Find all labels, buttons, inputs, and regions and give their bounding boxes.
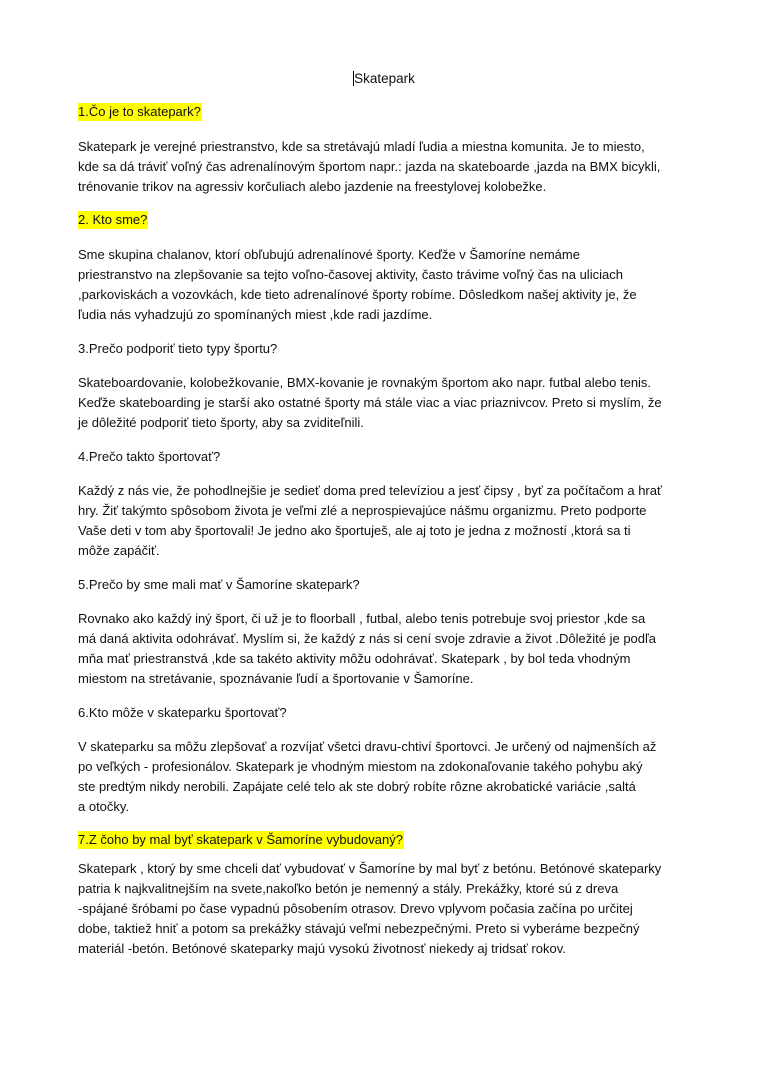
paragraph-line: Keďže skateboarding je starší ako ostatné športy má stále viac a viac priaznivcov. Preto si myslím, že <box>78 395 662 410</box>
paragraph-line: ste predtým nikdy nerobili. Zapájate celé telo ak ste dobrý robíte rôzne akrobatické variácie ,saltá <box>78 779 636 794</box>
section-paragraph <box>78 481 662 561</box>
section-heading <box>78 447 220 467</box>
paragraph-line: Skateboardovanie, kolobežkovanie, BMX-kovanie je rovnakým športom ako napr. futbal alebo tenis. <box>78 375 652 390</box>
paragraph-line: priestranstvo na zlepšovanie sa tejto voľno-časovej aktivity, často trávime voľný čas na uliciach <box>78 267 623 282</box>
paragraph-line: trénovanie trikov na agressiv korčuliach alebo jazdenie na freestylovej kolobežke. <box>78 179 547 194</box>
section-paragraph <box>78 737 656 817</box>
heading-text: 6.Kto môže v skateparku športovať? <box>78 705 287 720</box>
paragraph-line: Rovnako ako každý iný šport, či už je to floorball , futbal, alebo tenis potrebuje svoj priestor ,kde sa <box>78 611 646 626</box>
heading-text: 3.Prečo podporiť tieto typy športu? <box>78 341 278 356</box>
heading-text: 2. Kto sme? <box>78 212 148 227</box>
paragraph-line: Skatepark je verejné priestranstvo, kde sa stretávajú mladí ľudia a miestna komunita. Je to miesto, <box>78 139 645 154</box>
section-heading <box>78 830 404 850</box>
paragraph-line: má daná aktivita odohrávať. Myslím si, že každý z nás si cení svoje zdravie a život .Dôležité je podľa <box>78 631 657 646</box>
paragraph-line: V skateparku sa môžu zlepšovať a rozvíjať všetci dravu-chtiví športovci. Je určený od najmenších až <box>78 739 657 754</box>
section-paragraph <box>78 609 656 689</box>
paragraph-line: miestom na stretávanie, spoznávanie ľudí a športovanie v Šamoríne. <box>78 671 474 686</box>
section-heading <box>78 102 202 122</box>
paragraph-line: hry. Žiť takýmto spôsobom života je veľmi zlé a neprospievajúce nášmu organizmu. Preto podporte <box>78 503 647 518</box>
paragraph-line: mňa mať priestranstvá ,kde sa takéto aktivity môžu odohrávať. Skatepark , by bol teda vhodným <box>78 651 631 666</box>
paragraph-line: a otočky. <box>78 799 130 814</box>
paragraph-line: Vaše deti v tom aby športovali! Je jedno ako športuješ, ale aj toto je jedna z možností ,ktorá sa ti <box>78 523 631 538</box>
section-paragraph <box>78 245 637 325</box>
heading-text: 1.Čo je to skatepark? <box>78 104 201 119</box>
section-heading <box>78 703 287 723</box>
section-heading <box>78 210 148 230</box>
paragraph-line: -spájané šróbami po čase vypadnú pôsobením otrasov. Drevo vplyvom počasia začína po určitej <box>78 901 633 916</box>
paragraph-line: materiál -betón. Betónové skateparky majú vysokú životnosť niekedy aj tridsať rokov. <box>78 941 566 956</box>
paragraph-line: po veľkých - profesionálov. Skatepark je vhodným miestom na zdokonaľovanie takého pohybu aký <box>78 759 643 774</box>
paragraph-line: Sme skupina chalanov, ktorí obľubujú adrenalínové športy. Keďže v Šamoríne nemáme <box>78 247 580 262</box>
section-paragraph <box>78 373 662 433</box>
section-heading <box>78 575 360 595</box>
paragraph-line: patria k najkvalitnejším na svete,nakoľko betón je nemenný a stály. Prekážky, ktoré sú z dreva <box>78 881 619 896</box>
paragraph-line: ,parkoviskách a vozovkách, kde tieto adrenalínové športy robíme. Dôsledkom našej aktivity je, že <box>78 287 637 302</box>
paragraph-line: je dôležité podporiť tieto športy, aby sa zviditeľnili. <box>78 415 364 430</box>
heading-text: 4.Prečo takto športovať? <box>78 449 221 464</box>
paragraph-line: Skatepark , ktorý by sme chceli dať vybudovať v Šamoríne by mal byť z betónu. Betónové skateparky <box>78 861 662 876</box>
document-title[interactable] <box>0 69 768 89</box>
heading-text: 5.Prečo by sme mali mať v Šamoríne skatepark? <box>78 577 360 592</box>
section-paragraph <box>78 859 661 959</box>
paragraph-line: môže zapáčiť. <box>78 543 160 558</box>
title-text: Skatepark <box>354 71 415 86</box>
paragraph-line: kde sa dá tráviť voľný čas adrenalínovým športom napr.: jazda na skateboarde ,jazda na BMX bicykli, <box>78 159 661 174</box>
section-paragraph <box>78 137 660 197</box>
paragraph-line: Každý z nás vie, že pohodlnejšie je sedieť doma pred televíziou a jesť čipsy , byť za počítačom a hrať <box>78 483 662 498</box>
paragraph-line: ľudia nás vyhadzujú zo spomínaných miest ,kde radi jazdíme. <box>78 307 433 322</box>
section-heading <box>78 339 277 359</box>
paragraph-line: dobe, taktiež hniť a potom sa prekážky stávajú veľmi nebezpečnými. Preto si vyberáme bezpečný <box>78 921 640 936</box>
heading-text: 7.Z čoho by mal byť skatepark v Šamoríne vybudovaný? <box>78 832 403 847</box>
